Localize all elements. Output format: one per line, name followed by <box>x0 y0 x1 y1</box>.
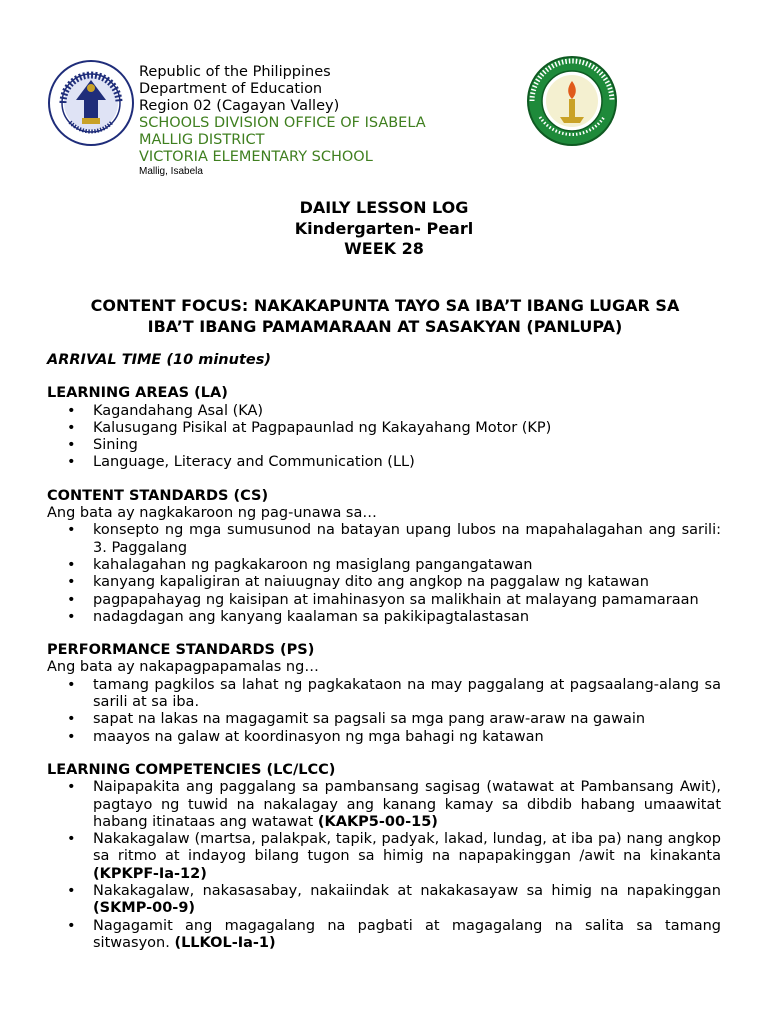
document-title <box>0 198 768 260</box>
content-standards-section <box>47 488 721 626</box>
list-item: • Kalusugang Pisikal at Pagpapaunlad ng Kakayahang Motor (KP) <box>47 420 721 437</box>
school-name: VICTORIA ELEMENTARY SCHOOL <box>139 149 373 165</box>
competency-code: (KPKPF-Ia-12) <box>93 865 207 882</box>
content-focus <box>40 296 730 337</box>
section-heading: LEARNING COMPETENCIES (LC/LCC) <box>47 761 336 778</box>
list-item: • maayos na galaw at koordinasyon ng mga bahagi ng katawan <box>47 729 721 746</box>
region-line: Region 02 (Cagayan Valley) <box>139 98 340 114</box>
section-lead: Ang bata ay nagkakaroon ng pag-unawa sa… <box>47 505 377 522</box>
content-focus-line-1: CONTENT FOCUS: NAKAKAPUNTA TAYO SA IBA’T IBANG LUGAR SA <box>90 296 680 315</box>
list-item: • kanyang kapaligiran at naiuugnay dito ang angkop na paggalaw ng katawan <box>47 574 721 591</box>
deped-seal-logo <box>48 60 134 146</box>
list-item: • sapat na lakas na magagamit sa pagsali sa mga pang araw-araw na gawain <box>47 711 721 728</box>
competency-text: Nagagamit ang magagalang na pagbati at magagalang na salita sa tamang sitwasyon. <box>93 917 721 951</box>
list-item <box>47 831 721 883</box>
department-line: Department of Education <box>139 81 323 97</box>
learning-competencies-section <box>47 762 721 952</box>
competency-code: (SKMP-00-9) <box>93 900 196 917</box>
list-item: • Sining <box>47 437 721 454</box>
content-focus-line-2: IBA’T IBANG PAMAMARAAN AT SASAKYAN (PANLUPA) <box>147 316 623 336</box>
section-heading: LEARNING AREAS (LA) <box>47 385 228 402</box>
document-body <box>47 352 721 968</box>
title-line-3: WEEK 28 <box>344 239 424 258</box>
competency-text: Nakakagalaw (martsa, palakpak, tapik, padyak, lakad, lundag, at iba pa) nang angkop sa ritmo at indayog bilang tugon sa himig na napapakinggan /awit na kinakanta <box>93 831 721 865</box>
bullet-list <box>47 677 721 746</box>
arrival-time: ARRIVAL TIME (10 minutes) <box>47 352 271 368</box>
list-item: • tamang pagkilos sa lahat ng pagkakataon na may paggalang at pagsaalang-alang sa sarili at sa iba. <box>47 677 721 712</box>
section-lead: Ang bata ay nakapagpapamalas ng… <box>47 659 319 676</box>
competency-code: (LLKOL-Ia-1) <box>174 934 276 951</box>
competency-text: Naipapakita ang paggalang sa pambansang sagisag (watawat at Pambansang Awit), pagtayo ng tuwid na nakalagay ang kanang kamay sa dibdib habang umaawitat habang itinataas ang watawat <box>93 779 721 830</box>
district-line: MALLIG DISTRICT <box>139 132 265 148</box>
bullet-list <box>47 403 721 472</box>
competency-text: Nakakagalaw, nakasasabay, nakaiindak at nakakasayaw sa himig na napakinggan <box>93 883 721 900</box>
list-item <box>47 918 721 953</box>
section-heading: CONTENT STANDARDS (CS) <box>47 487 269 504</box>
learning-areas-section <box>47 385 721 471</box>
performance-standards-section <box>47 642 721 746</box>
bullet-list <box>47 779 721 952</box>
list-item: • nadagdagan ang kanyang kaalaman sa pakikipagtalastasan <box>47 609 721 626</box>
bullet-list <box>47 522 721 626</box>
republic-line: Republic of the Philippines <box>139 64 331 80</box>
section-heading: PERFORMANCE STANDARDS (PS) <box>47 642 315 659</box>
list-item: • pagpapahayag ng kaisipan at imahinasyon sa malikhain at malayang pamamaraan <box>47 592 721 609</box>
title-line-2: Kindergarten- Pearl <box>294 218 474 238</box>
division-line: SCHOOLS DIVISION OFFICE OF ISABELA <box>139 115 426 131</box>
letterhead <box>139 64 426 178</box>
school-address: Mallig, Isabela <box>139 166 203 177</box>
list-item <box>47 779 721 831</box>
list-item: • Language, Literacy and Communication (LL) <box>47 454 721 471</box>
division-seal-logo <box>526 55 618 147</box>
list-item <box>47 883 721 918</box>
list-item: • kahalagahan ng pagkakaroon ng masiglang pangangatawan <box>47 557 721 574</box>
competency-code: (KAKP5-00-15) <box>317 813 438 830</box>
list-item: • konsepto ng mga sumusunod na batayan upang lubos na mapahalagahan ang sarili: 3. Paggalang <box>47 522 721 557</box>
title-line-1: DAILY LESSON LOG <box>299 198 469 217</box>
list-item: • Kagandahang Asal (KA) <box>47 403 721 420</box>
